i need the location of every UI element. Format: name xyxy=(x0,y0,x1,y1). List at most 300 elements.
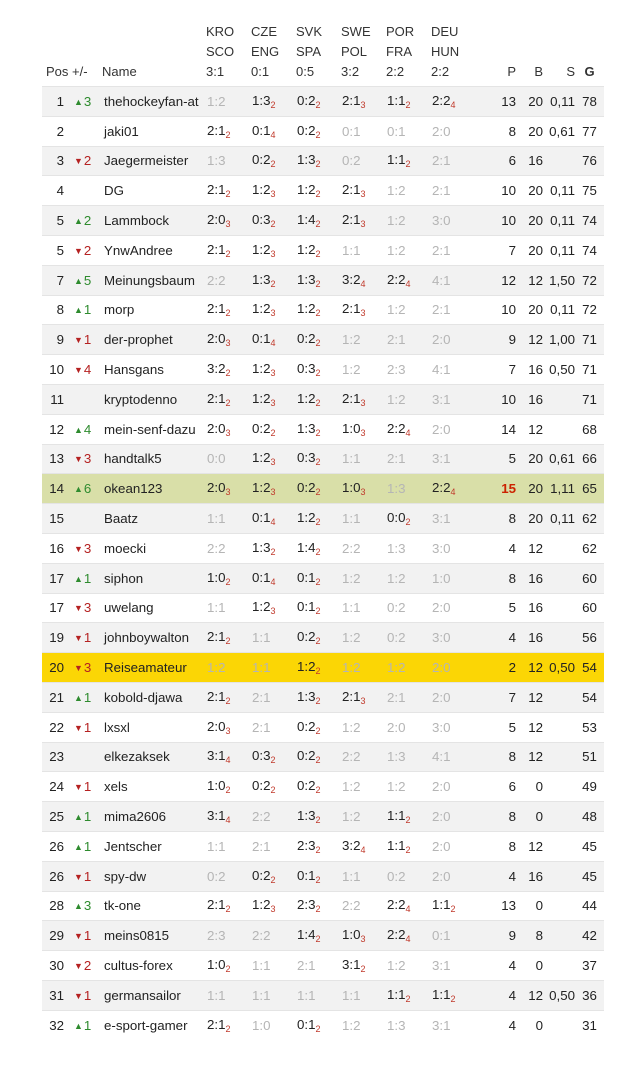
arrow-down-icon: ▼ xyxy=(74,871,83,882)
tip-cell xyxy=(296,504,341,534)
tip-points: 2 xyxy=(315,129,321,140)
tip-cell xyxy=(251,87,296,117)
table-row[interactable] xyxy=(42,355,604,385)
player-name[interactable]: moecki xyxy=(102,533,206,563)
tip-cell xyxy=(206,742,251,772)
rank-change-value: 3 xyxy=(83,93,92,109)
tip-cell xyxy=(341,116,386,146)
row-points-g: 37 xyxy=(575,951,604,981)
tip-points: 2 xyxy=(315,666,321,677)
tip-cell xyxy=(206,593,251,623)
tip-score: 1:0 xyxy=(252,1017,271,1033)
row-points-b: 12 xyxy=(516,980,543,1010)
player-name[interactable]: morp xyxy=(102,295,206,325)
tip-score: 2:1 xyxy=(207,688,226,704)
header-match-5[interactable] xyxy=(386,22,431,87)
table-row[interactable] xyxy=(42,951,604,981)
table-row[interactable] xyxy=(42,414,604,444)
tip-cell xyxy=(341,951,386,981)
tip-cell xyxy=(251,563,296,593)
row-points-b: 20 xyxy=(516,504,543,534)
row-points-g: 78 xyxy=(575,87,604,117)
tip-score: 4:1 xyxy=(432,362,451,378)
row-points-s: 0,61 xyxy=(543,444,575,474)
tip-score: 1:1 xyxy=(342,451,361,467)
tip-score: 2:1 xyxy=(432,183,451,199)
table-row[interactable] xyxy=(42,682,604,712)
row-points-p: 12 xyxy=(476,265,516,295)
player-name[interactable]: jaki01 xyxy=(102,116,206,146)
tip-cell xyxy=(341,146,386,176)
match-team-away: POL xyxy=(341,44,368,59)
tip-score: 1:0 xyxy=(432,570,451,586)
tip-score: 0:2 xyxy=(387,868,406,884)
row-points-b: 12 xyxy=(516,682,543,712)
tip-points: 2 xyxy=(315,606,321,617)
header-match-2[interactable] xyxy=(251,22,296,87)
player-name[interactable]: der-prophet xyxy=(102,325,206,355)
match-team-away: SPA xyxy=(296,44,322,59)
player-name[interactable]: okean123 xyxy=(102,474,206,504)
arrow-down-icon: ▼ xyxy=(74,603,83,614)
tip-points: 2 xyxy=(450,904,456,915)
rank-change xyxy=(74,332,91,347)
row-points-b: 20 xyxy=(516,235,543,265)
tip-cell xyxy=(251,146,296,176)
match-score: 2:2 xyxy=(386,64,405,79)
tip-score: 1:1 xyxy=(252,660,271,676)
row-position: 10 xyxy=(42,355,72,385)
row-change xyxy=(72,384,102,414)
rank-change xyxy=(74,451,91,466)
tip-cell xyxy=(296,831,341,861)
ranking-table-container xyxy=(42,22,604,1040)
table-row[interactable] xyxy=(42,861,604,891)
tip-cell xyxy=(296,235,341,265)
header-b: B xyxy=(534,64,543,79)
table-row[interactable] xyxy=(42,295,604,325)
player-name[interactable]: e-sport-gamer xyxy=(102,1010,206,1040)
tip-cell xyxy=(431,861,476,891)
player-name[interactable]: siphon xyxy=(102,563,206,593)
player-name[interactable]: mima2606 xyxy=(102,802,206,832)
arrow-up-icon: ▲ xyxy=(74,692,83,703)
rank-change-value: 1 xyxy=(83,689,92,705)
header-p: P xyxy=(507,64,516,79)
tip-points: 3 xyxy=(270,368,276,379)
row-points-b: 12 xyxy=(516,325,543,355)
row-points-p: 14 xyxy=(476,414,516,444)
tip-cell xyxy=(341,414,386,444)
row-position: 30 xyxy=(42,951,72,981)
tip-score: 0:2 xyxy=(342,153,361,169)
player-name[interactable]: lxsxl xyxy=(102,712,206,742)
player-name[interactable]: spy-dw xyxy=(102,861,206,891)
player-name[interactable]: tk-one xyxy=(102,891,206,921)
header-match-3[interactable] xyxy=(296,22,341,87)
tip-score: 0:3 xyxy=(252,212,271,228)
table-row[interactable] xyxy=(42,623,604,653)
tip-score: 1:1 xyxy=(207,600,226,616)
table-row[interactable] xyxy=(42,653,604,683)
table-row[interactable] xyxy=(42,533,604,563)
player-name[interactable]: Baatz xyxy=(102,504,206,534)
tip-cell xyxy=(296,325,341,355)
tip-score: 0:2 xyxy=(297,122,316,138)
tip-cell xyxy=(386,891,431,921)
player-name[interactable]: handtalk5 xyxy=(102,444,206,474)
row-change xyxy=(72,593,102,623)
row-points-p: 7 xyxy=(476,682,516,712)
row-points-g: 49 xyxy=(575,772,604,802)
player-name[interactable]: Reiseamateur xyxy=(102,653,206,683)
player-name[interactable]: elkezaksek xyxy=(102,742,206,772)
player-name[interactable]: thehockeyfan-at xyxy=(102,87,206,117)
tip-score: 1:0 xyxy=(342,420,361,436)
tip-score: 1:3 xyxy=(387,540,406,556)
player-name[interactable]: Jaegermeister xyxy=(102,146,206,176)
player-name[interactable]: uwelang xyxy=(102,593,206,623)
rank-change-value: 1 xyxy=(83,719,92,735)
tip-score: 1:3 xyxy=(252,539,271,555)
row-change xyxy=(72,653,102,683)
tip-points: 3 xyxy=(225,219,231,230)
tip-cell xyxy=(386,265,431,295)
tip-cell xyxy=(341,742,386,772)
match-score: 0:1 xyxy=(251,64,270,79)
tip-score: 1:1 xyxy=(387,986,406,1002)
table-row[interactable] xyxy=(42,146,604,176)
tip-points: 2 xyxy=(315,636,321,647)
row-points-s xyxy=(543,891,575,921)
rank-change-value: 3 xyxy=(83,898,92,914)
tip-cell xyxy=(341,176,386,206)
tip-score: 1:3 xyxy=(207,153,226,169)
player-name[interactable]: Jentscher xyxy=(102,831,206,861)
tip-score: 3:0 xyxy=(432,540,451,556)
table-row[interactable] xyxy=(42,772,604,802)
tip-score: 1:0 xyxy=(207,957,226,972)
rank-change-value: 1 xyxy=(83,928,92,944)
row-points-b: 20 xyxy=(516,295,543,325)
tip-points: 2 xyxy=(270,874,276,885)
row-points-p: 5 xyxy=(476,712,516,742)
tip-score: 1:2 xyxy=(252,599,271,615)
tip-score: 2:1 xyxy=(207,182,226,198)
tip-score: 2:2 xyxy=(252,928,271,944)
tip-score: 1:1 xyxy=(297,987,316,1003)
row-points-p: 4 xyxy=(476,980,516,1010)
tip-score: 2:2 xyxy=(387,927,406,943)
tip-score: 1:2 xyxy=(342,570,361,586)
row-points-g: 66 xyxy=(575,444,604,474)
row-change xyxy=(72,176,102,206)
player-name[interactable]: DG xyxy=(102,176,206,206)
tip-cell xyxy=(251,831,296,861)
tip-score: 2:1 xyxy=(207,390,226,406)
row-points-b: 16 xyxy=(516,563,543,593)
row-position: 11 xyxy=(42,384,72,414)
player-name[interactable]: kryptodenno xyxy=(102,384,206,414)
arrow-down-icon: ▼ xyxy=(74,365,83,376)
tip-cell xyxy=(386,533,431,563)
tip-points: 2 xyxy=(315,338,321,349)
tip-score: 2:1 xyxy=(432,302,451,318)
arrow-up-icon: ▲ xyxy=(74,1020,83,1031)
rank-change-value: 3 xyxy=(83,600,92,616)
row-points-s xyxy=(543,921,575,951)
row-position: 5 xyxy=(42,206,72,236)
row-points-p: 10 xyxy=(476,295,516,325)
tip-cell xyxy=(431,563,476,593)
table-row[interactable] xyxy=(42,325,604,355)
tip-score: 3:1 xyxy=(207,808,226,824)
rank-change-value: 1 xyxy=(83,809,92,825)
tip-score: 2:0 xyxy=(207,212,226,228)
rank-change-value: 1 xyxy=(83,570,92,586)
row-change xyxy=(72,712,102,742)
row-change xyxy=(72,682,102,712)
tip-score: 2:0 xyxy=(432,779,451,795)
row-points-b: 12 xyxy=(516,742,543,772)
rank-change xyxy=(74,660,91,675)
table-row[interactable] xyxy=(42,116,604,146)
tip-points: 4 xyxy=(270,129,276,140)
tip-score: 1:3 xyxy=(252,92,271,108)
tip-cell xyxy=(431,980,476,1010)
table-row[interactable] xyxy=(42,176,604,206)
table-row[interactable] xyxy=(42,87,604,117)
player-name[interactable]: mein-senf-dazu xyxy=(102,414,206,444)
tip-score: 1:1 xyxy=(432,986,451,1002)
tip-cell xyxy=(251,444,296,474)
rank-change xyxy=(74,869,91,884)
arrow-up-icon: ▲ xyxy=(74,96,83,107)
tip-cell xyxy=(296,533,341,563)
tip-cell xyxy=(251,176,296,206)
tip-points: 3 xyxy=(360,695,366,706)
table-row[interactable] xyxy=(42,265,604,295)
rank-change xyxy=(74,720,91,735)
tip-score: 2:1 xyxy=(342,212,361,228)
row-points-g: 65 xyxy=(575,474,604,504)
tip-score: 1:1 xyxy=(342,868,361,884)
row-change xyxy=(72,355,102,385)
tip-cell xyxy=(431,87,476,117)
player-name[interactable]: Hansgans xyxy=(102,355,206,385)
row-change xyxy=(72,206,102,236)
tip-cell xyxy=(386,831,431,861)
table-row[interactable] xyxy=(42,444,604,474)
table-row[interactable] xyxy=(42,474,604,504)
row-points-p: 10 xyxy=(476,176,516,206)
table-row[interactable] xyxy=(42,742,604,772)
table-row[interactable] xyxy=(42,1010,604,1040)
tip-score: 3:2 xyxy=(342,271,361,287)
row-points-b: 20 xyxy=(516,87,543,117)
table-row[interactable] xyxy=(42,831,604,861)
tip-cell xyxy=(386,504,431,534)
arrow-down-icon: ▼ xyxy=(74,156,83,167)
tip-score: 2:1 xyxy=(207,301,226,317)
row-change xyxy=(72,444,102,474)
tip-points: 2 xyxy=(315,546,321,557)
tip-score: 2:1 xyxy=(342,92,361,108)
row-change xyxy=(72,951,102,981)
tip-cell xyxy=(296,891,341,921)
tip-cell xyxy=(206,355,251,385)
row-points-p: 7 xyxy=(476,235,516,265)
table-row[interactable] xyxy=(42,384,604,414)
header-match-1[interactable] xyxy=(206,22,251,87)
row-points-s: 1,11 xyxy=(543,474,575,504)
tip-cell xyxy=(431,891,476,921)
tip-score: 0:3 xyxy=(252,748,271,764)
tip-points: 3 xyxy=(360,308,366,319)
tip-score: 2:0 xyxy=(432,123,451,139)
tip-points: 2 xyxy=(315,368,321,379)
tip-cell xyxy=(341,384,386,414)
row-position: 19 xyxy=(42,623,72,653)
tip-score: 2:1 xyxy=(342,390,361,406)
table-row[interactable] xyxy=(42,712,604,742)
row-points-b: 20 xyxy=(516,176,543,206)
tip-cell xyxy=(386,951,431,981)
tip-cell xyxy=(386,414,431,444)
tip-score: 3:2 xyxy=(207,361,226,377)
tip-cell xyxy=(206,951,251,981)
tip-cell xyxy=(251,235,296,265)
row-points-s xyxy=(543,414,575,444)
tip-cell xyxy=(296,355,341,385)
tip-cell xyxy=(386,653,431,683)
match-score: 3:2 xyxy=(341,64,360,79)
player-name[interactable]: germansailor xyxy=(102,980,206,1010)
tip-points: 3 xyxy=(360,99,366,110)
table-row[interactable] xyxy=(42,802,604,832)
table-row[interactable] xyxy=(42,235,604,265)
table-row[interactable] xyxy=(42,921,604,951)
player-name[interactable]: meins0815 xyxy=(102,921,206,951)
header-match-6[interactable] xyxy=(431,22,476,87)
player-name[interactable]: kobold-djawa xyxy=(102,682,206,712)
row-points-s xyxy=(543,623,575,653)
header-match-4[interactable] xyxy=(341,22,386,87)
tip-cell xyxy=(431,235,476,265)
tip-cell xyxy=(431,265,476,295)
tip-cell xyxy=(386,325,431,355)
tip-score: 1:2 xyxy=(342,1017,361,1033)
row-points-b: 16 xyxy=(516,384,543,414)
tip-cell xyxy=(386,623,431,653)
table-row[interactable] xyxy=(42,563,604,593)
tip-cell xyxy=(341,623,386,653)
row-position: 20 xyxy=(42,653,72,683)
tip-cell xyxy=(431,176,476,206)
player-name[interactable]: YnwAndree xyxy=(102,235,206,265)
table-row[interactable] xyxy=(42,593,604,623)
tip-cell xyxy=(296,951,341,981)
tip-cell xyxy=(341,593,386,623)
tip-cell xyxy=(431,623,476,653)
tip-points: 2 xyxy=(225,576,231,587)
player-name[interactable]: Meinungsbaum xyxy=(102,265,206,295)
tip-score: 3:0 xyxy=(432,213,451,229)
tip-cell xyxy=(386,176,431,206)
table-row[interactable] xyxy=(42,206,604,236)
tip-points: 3 xyxy=(270,397,276,408)
row-points-p: 8 xyxy=(476,831,516,861)
rank-change xyxy=(74,690,91,705)
player-name[interactable]: Lammbock xyxy=(102,206,206,236)
row-points-p: 9 xyxy=(476,921,516,951)
tip-score: 2:1 xyxy=(207,1016,226,1032)
tip-score: 2:0 xyxy=(432,689,451,705)
tip-cell xyxy=(206,325,251,355)
row-points-p: 7 xyxy=(476,355,516,385)
tip-score: 2:0 xyxy=(432,809,451,825)
row-points-b: 0 xyxy=(516,891,543,921)
player-name[interactable]: johnboywalton xyxy=(102,623,206,653)
tip-cell xyxy=(341,206,386,236)
tip-score: 2:1 xyxy=(342,301,361,317)
tip-score: 1:2 xyxy=(297,390,316,406)
row-position: 26 xyxy=(42,861,72,891)
tip-score: 0:2 xyxy=(252,867,271,883)
tip-cell xyxy=(206,444,251,474)
rank-change xyxy=(74,779,91,794)
tip-points: 3 xyxy=(270,189,276,200)
tip-score: 0:0 xyxy=(207,451,226,467)
tip-score: 1:1 xyxy=(252,987,271,1003)
tip-cell xyxy=(251,116,296,146)
row-points-s xyxy=(543,533,575,563)
header-pos: Pos xyxy=(46,64,69,79)
row-points-g: 72 xyxy=(575,295,604,325)
tip-cell xyxy=(431,414,476,444)
table-row[interactable] xyxy=(42,891,604,921)
row-change xyxy=(72,325,102,355)
player-name[interactable]: cultus-forex xyxy=(102,951,206,981)
table-row[interactable] xyxy=(42,504,604,534)
tip-score: 1:2 xyxy=(387,779,406,795)
tip-cell xyxy=(296,116,341,146)
table-row[interactable] xyxy=(42,980,604,1010)
row-points-s: 1,50 xyxy=(543,265,575,295)
tip-cell xyxy=(296,623,341,653)
tip-points: 2 xyxy=(405,517,411,528)
row-change xyxy=(72,295,102,325)
tip-cell xyxy=(251,384,296,414)
match-team-home: DEU xyxy=(431,24,459,39)
arrow-up-icon: ▲ xyxy=(74,901,83,912)
row-position: 22 xyxy=(42,712,72,742)
tip-cell xyxy=(341,444,386,474)
row-points-p: 8 xyxy=(476,742,516,772)
row-change xyxy=(72,802,102,832)
rank-change xyxy=(74,839,91,854)
tip-cell xyxy=(431,951,476,981)
tip-score: 3:0 xyxy=(432,719,451,735)
tip-cell xyxy=(251,355,296,385)
row-points-b: 16 xyxy=(516,593,543,623)
tip-points: 3 xyxy=(270,457,276,468)
player-name[interactable]: xels xyxy=(102,772,206,802)
row-points-g: 42 xyxy=(575,921,604,951)
row-position: 23 xyxy=(42,742,72,772)
tip-score: 2:2 xyxy=(207,540,226,556)
row-points-g: 75 xyxy=(575,176,604,206)
